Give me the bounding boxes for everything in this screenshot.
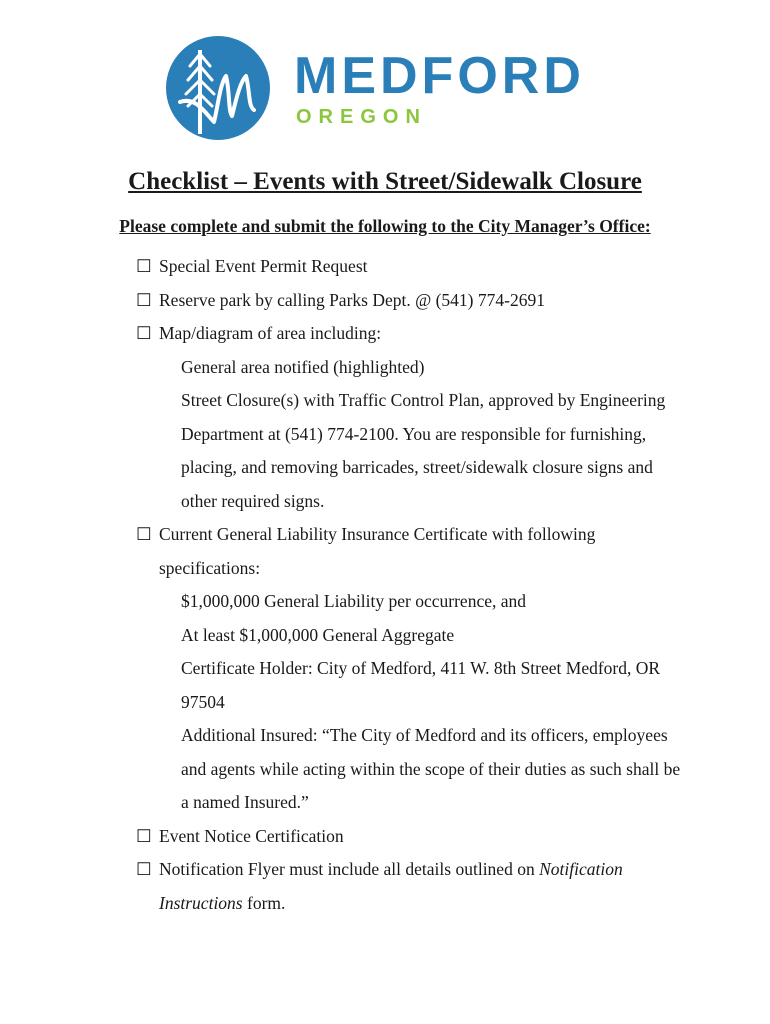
subitem-text: At least $1,000,000 General Aggregate [181, 624, 455, 645]
checklist-item [0, 284, 679, 318]
item-text: Current General Liability Insurance Certificate with following specifications: [159, 524, 596, 578]
item-text-end: form. [242, 892, 286, 913]
page-subtitle: Please complete and submit the following to the City Manager’s Office: [119, 216, 651, 236]
item-text: Map/diagram of area including: [159, 323, 382, 343]
checklist [0, 250, 770, 920]
item-text: Reserve park by calling Parks Dept. @ (541) 774-2691 [159, 289, 545, 310]
checkbox-icon: ☐ [136, 289, 152, 310]
checkbox-icon: ☐ [136, 825, 152, 846]
checklist-subitem [0, 619, 681, 653]
checklist-item [0, 820, 679, 854]
checkbox-icon: ☐ [136, 859, 152, 879]
subitem-text: Additional Insured: “The City of Medford and its officers, employees and agents while acting within the scope of their duties as such shall be a named Insured.” [181, 725, 681, 812]
checklist-subitem [0, 719, 681, 820]
logo-emblem-icon [166, 36, 270, 140]
subitem-text: Street Closure(s) with Traffic Control Plan, approved by Engineering Department at (541) 774-2100. You are responsible for furnishing, placing, and removing barricades, street/sidewalk closure signs and other required signs. [181, 390, 666, 511]
logo-brand-name: MEDFORD [294, 47, 585, 105]
item-text: Event Notice Certification [159, 825, 344, 846]
subitem-text: $1,000,000 General Liability per occurrence, and [181, 591, 527, 611]
checklist-subitem [0, 652, 681, 719]
item-text: Notification Flyer must include all details outlined on [159, 859, 540, 879]
checkbox-icon: ☐ [136, 256, 152, 276]
item-text: Special Event Permit Request [159, 256, 368, 276]
checklist-subitem [0, 384, 681, 518]
checklist-item [0, 250, 679, 284]
checkbox-icon: ☐ [136, 524, 152, 544]
checklist-item [0, 853, 679, 920]
item-italic-text: Notification Instructions [159, 859, 623, 913]
subitem-text: Certificate Holder: City of Medford, 411 W. 8th Street Medford, OR 97504 [181, 658, 661, 712]
checklist-subitem [0, 585, 681, 619]
checklist-item [0, 317, 679, 351]
checklist-subitem [0, 351, 681, 385]
subitem-text: General area notified (highlighted) [181, 356, 425, 377]
checkbox-icon: ☐ [136, 323, 152, 343]
medford-logo [166, 36, 606, 148]
checklist-item [0, 518, 679, 585]
logo-brand-state: OREGON [296, 106, 427, 128]
page-title: Checklist – Events with Street/Sidewalk Closure [128, 168, 642, 195]
